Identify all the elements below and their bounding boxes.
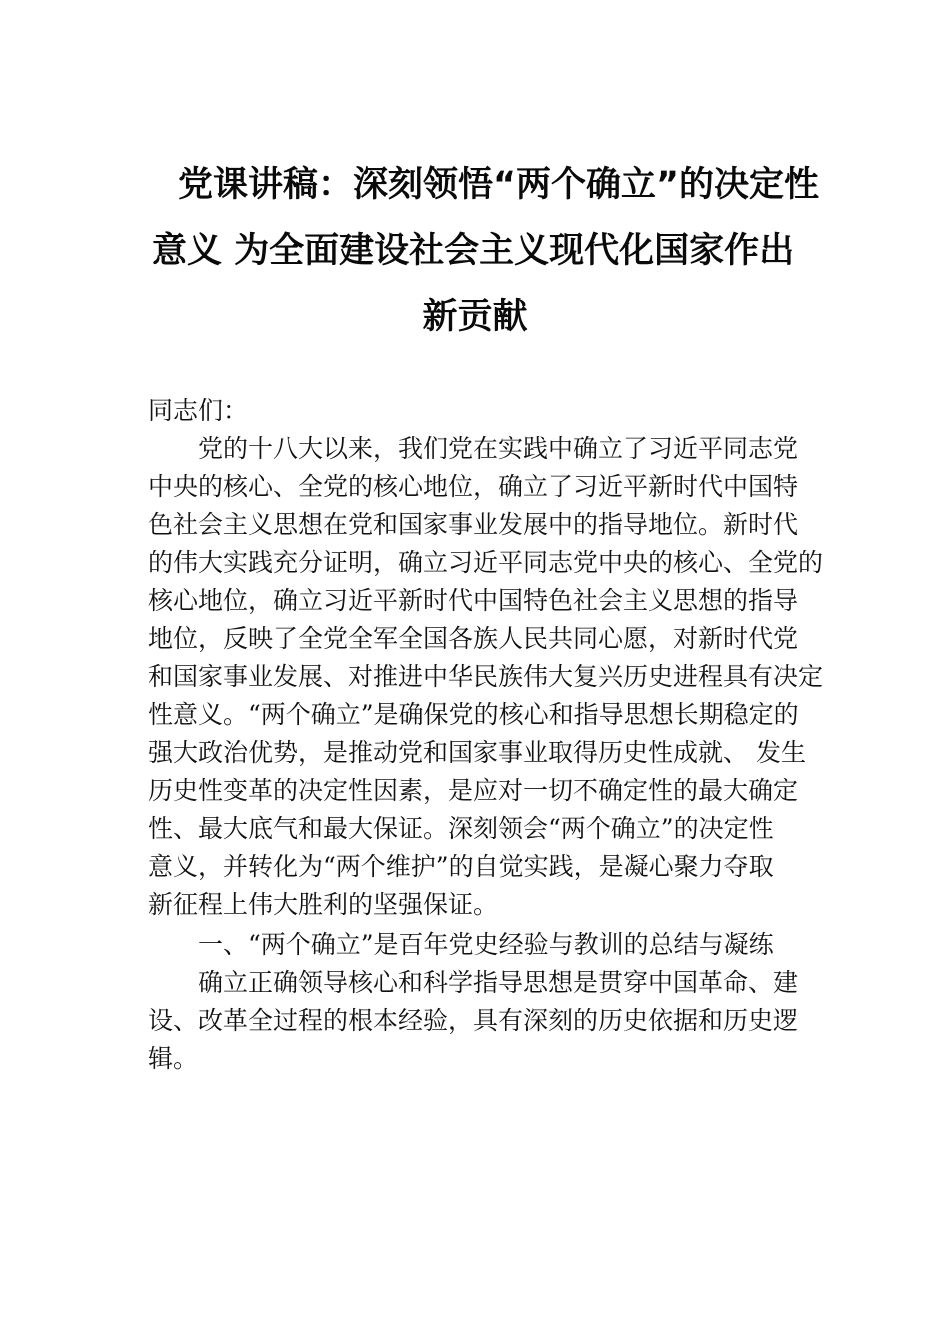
paragraph-line: 性意义。“两个确立”是确保党的核心和指导思想长期稳定的	[148, 700, 799, 729]
section-heading: 一、“两个确立”是百年党史经验与教训的总结与凝练	[198, 930, 774, 959]
paragraph-2	[148, 964, 828, 1078]
document-body	[148, 392, 828, 1078]
paragraph-line: 地位，反映了全党全军全国各族人民共同心愿，对新时代党	[148, 624, 799, 653]
paragraph-line: 辑。	[148, 1044, 199, 1073]
title-line-3: 新贡献	[422, 297, 528, 337]
document-title	[140, 152, 820, 350]
paragraph-line: 历史性变革的决定性因素，是应对一切不确定性的最大确定	[148, 776, 799, 805]
paragraph-line: 性、最大底气和最大保证。深刻领会“两个确立”的决定性	[148, 814, 774, 843]
paragraph-line: 中央的核心、全党的核心地位，确立了习近平新时代中国特	[148, 472, 799, 501]
paragraph-line: 确立正确领导核心和科学指导思想是贯穿中国革命、建	[198, 968, 799, 997]
paragraph-1	[148, 430, 828, 924]
title-line-2: 意义 为全面建设社会主义现代化国家作出	[152, 231, 795, 271]
paragraph-line: 的伟大实践充分证明，确立习近平同志党中央的核心、全党的	[148, 548, 824, 577]
paragraph-line: 党的十八大以来，我们党在实践中确立了习近平同志党	[198, 434, 799, 463]
paragraph-line: 新征程上伟大胜利的坚强保证。	[148, 890, 499, 919]
paragraph-line: 强大政治优势，是推动党和国家事业取得历史性成就、 发生	[148, 738, 806, 767]
paragraph-line: 核心地位，确立习近平新时代中国特色社会主义思想的指导	[148, 586, 799, 615]
salutation: 同志们：	[148, 396, 249, 425]
title-line-1: 党课讲稿：深刻领悟“两个确立”的决定性	[178, 165, 820, 205]
paragraph-line: 和国家事业发展、对推进中华民族伟大复兴历史进程具有决定	[148, 662, 824, 691]
paragraph-line: 设、改革全过程的根本经验，具有深刻的历史依据和历史逻	[148, 1006, 799, 1035]
paragraph-line: 色社会主义思想在党和国家事业发展中的指导地位。新时代	[148, 510, 799, 539]
paragraph-line: 意义，并转化为“两个维护”的自觉实践，是凝心聚力夺取	[148, 852, 774, 881]
